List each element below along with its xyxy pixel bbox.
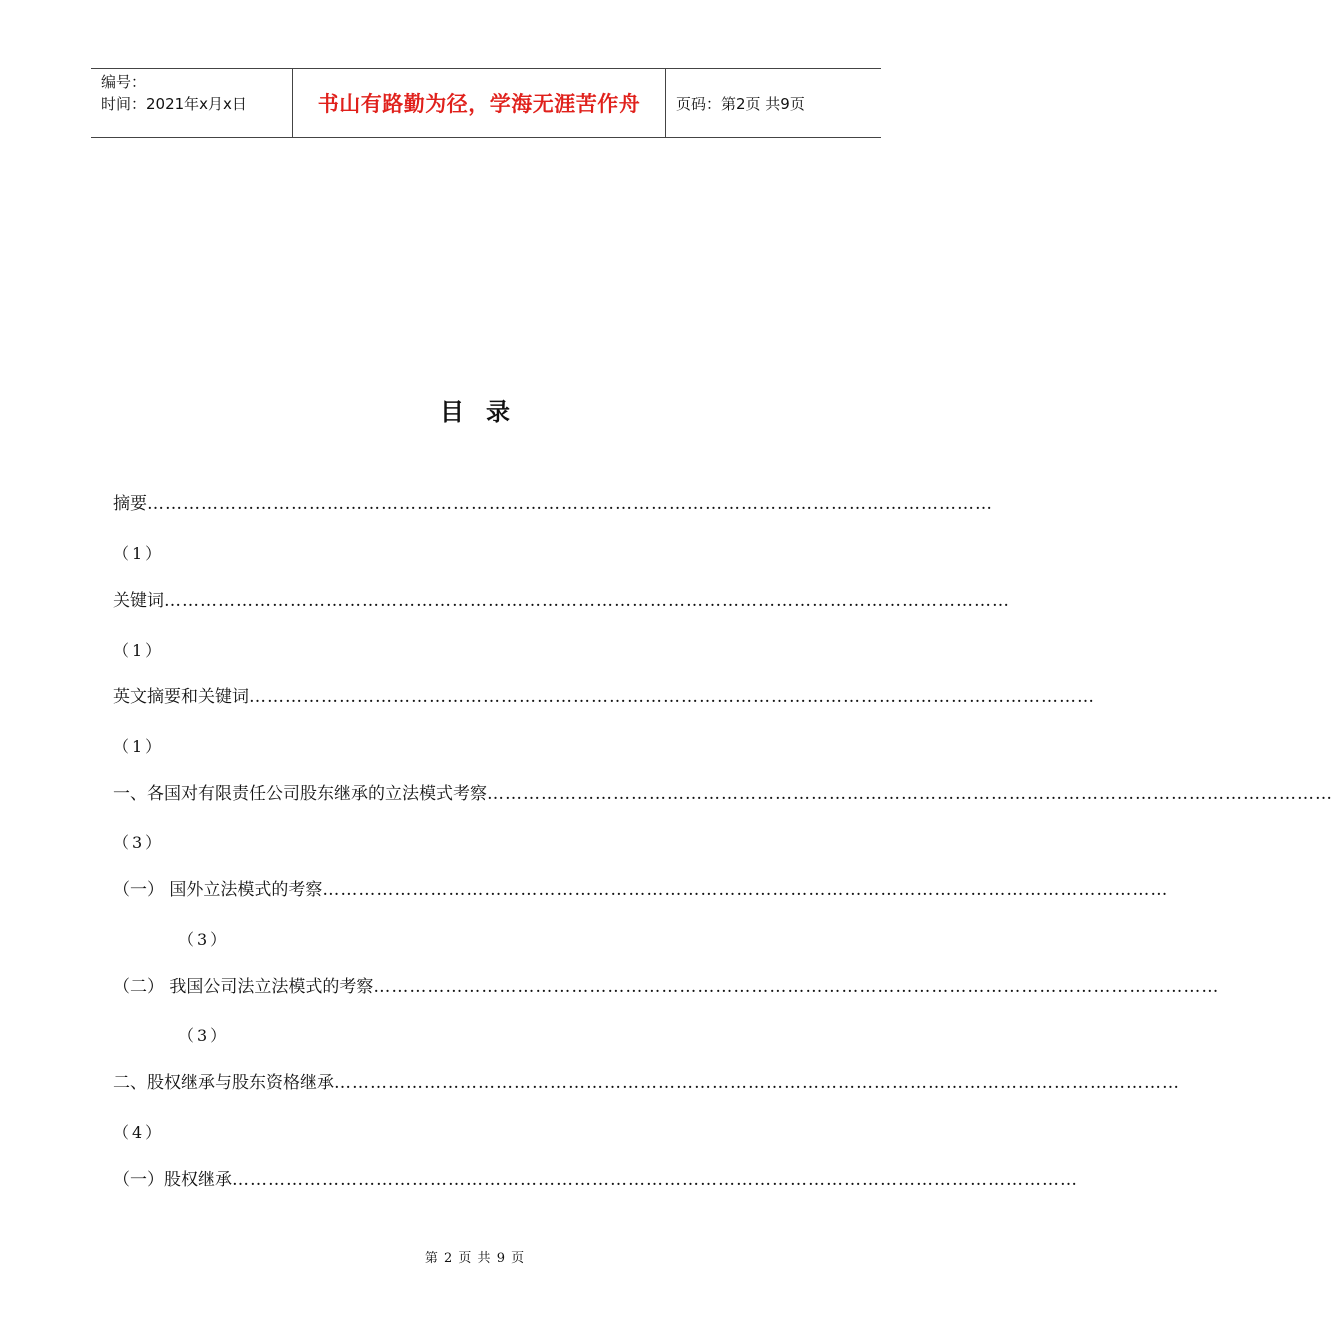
toc-entry-english-abstract[interactable] [113,682,1095,707]
toc-leader-dots: …………………………………………………………………………………………………………………………… [249,687,1095,707]
toc-leader-dots: …………………………………………………………………………………………………………………………… [147,494,993,514]
toc-entry-label: （一） 国外立法模式的考察 [113,880,323,900]
toc-entry-keywords[interactable] [113,586,1010,611]
page-footer: 第 2 页 共 9 页 [424,1251,526,1266]
toc-entry-page: （3） [178,1026,230,1045]
toc-leader-dots: …………………………………………………………………………………………………………………………… [334,1073,1180,1093]
toc-entry-section-2[interactable] [113,1068,1180,1093]
toc-entry-label: 二、股权继承与股东资格继承 [113,1073,334,1093]
header-motto: 书山有路勤为径，学海无涯苦作舟 [293,69,666,137]
toc-entry-page: （1） [113,641,165,660]
time-label: 时间：2021年x月x日 [101,95,247,113]
toc-entry-page: （3） [178,930,230,949]
toc-entry-page: （3） [113,833,165,852]
toc-leader-dots: …………………………………………………………………………………………………………………………… [322,880,1169,900]
toc-leader-dots: …………………………………………………………………………………………………………………………… [487,784,1333,804]
toc-entry-abstract[interactable] [113,489,993,514]
serial-label: 编号： [101,73,147,91]
toc-entry-label: 英文摘要和关键词 [113,687,249,707]
toc-entry-page: （4） [113,1123,165,1142]
toc-leader-dots: …………………………………………………………………………………………………………………………… [164,591,1010,611]
toc-entry-label: 摘要 [113,494,147,514]
toc-entry-page: （1） [113,544,165,563]
toc-entry-section-1-2[interactable] [113,972,1220,997]
toc-entry-label: 一、各国对有限责任公司股东继承的立法模式考察 [113,784,487,804]
toc-entry-section-1[interactable] [113,779,1333,804]
header-page-info: 页码：第2页 共9页 [676,94,805,113]
toc-title: 目录 [440,398,532,426]
toc-leader-dots: …………………………………………………………………………………………………………………………… [373,977,1220,997]
toc-entry-section-1-1[interactable] [113,875,1169,900]
toc-entry-label: 关键词 [113,591,164,611]
toc-leader-dots: …………………………………………………………………………………………………………………………… [232,1170,1078,1190]
toc-entry-page: （1） [113,737,165,756]
header-meta [91,69,293,137]
toc-entry-section-2-1[interactable] [113,1165,1078,1190]
toc-entry-label: （二） 我国公司法立法模式的考察 [113,977,374,997]
toc-entry-label: （一）股权继承 [113,1170,232,1190]
page-header [91,68,881,138]
